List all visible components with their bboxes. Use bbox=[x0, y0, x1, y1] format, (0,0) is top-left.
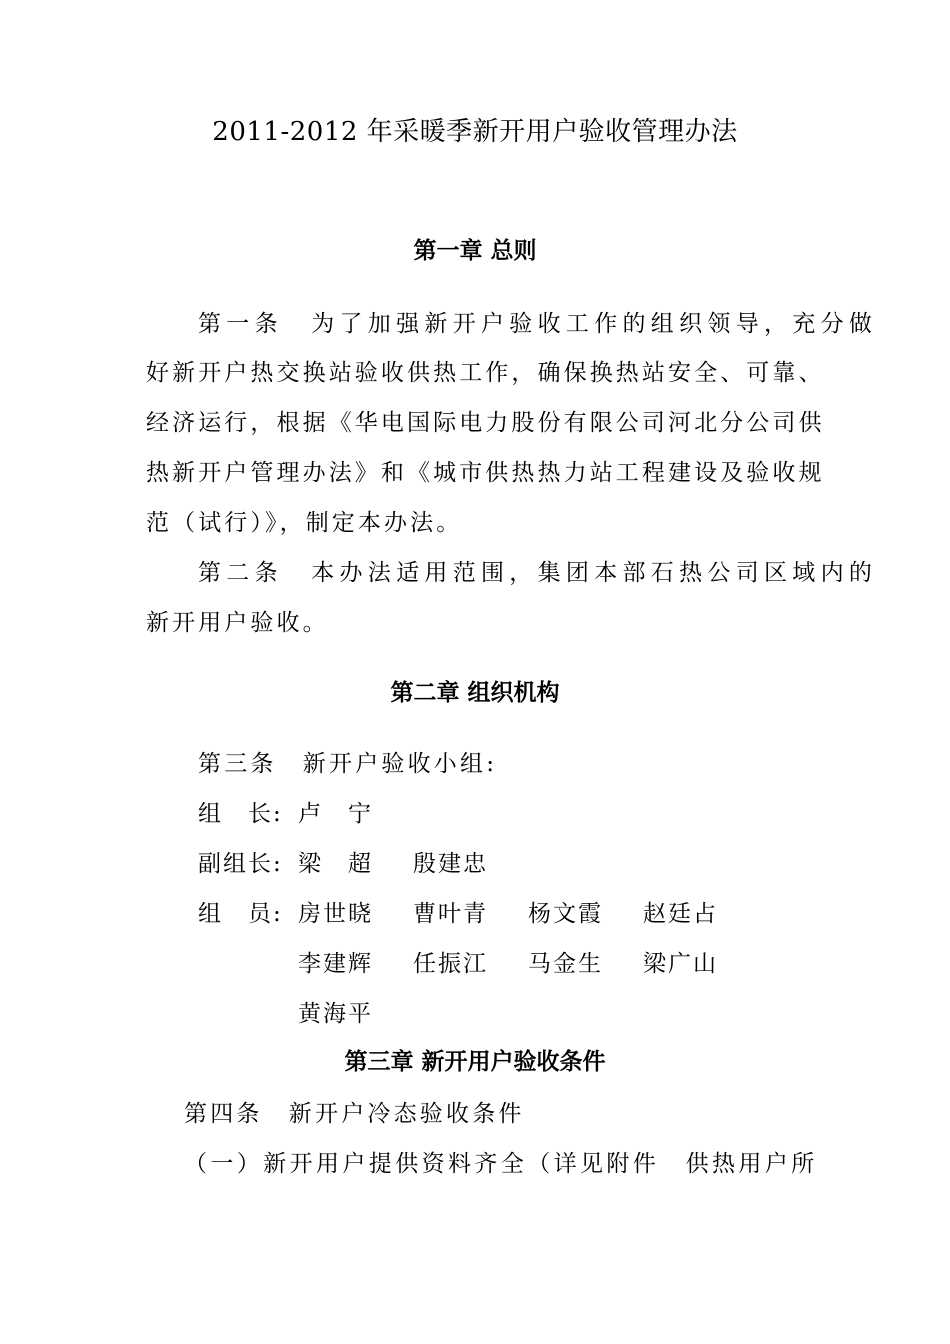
article-1-line-5: 范（试行）》，制定本办法。 bbox=[146, 510, 463, 536]
member-name: 任振江 bbox=[413, 951, 488, 977]
member-name: 杨文霞 bbox=[528, 901, 603, 927]
deputy-name: 梁 超 bbox=[298, 851, 373, 877]
article-1-line-3: 经济运行，根据《华电国际电力股份有限公司河北分公司供 bbox=[146, 410, 825, 436]
member-name: 梁广山 bbox=[643, 951, 718, 977]
document-title: 2011-2012 年采暖季新开用户验收管理办法 bbox=[212, 117, 738, 147]
members-label: 组 员: bbox=[198, 901, 283, 927]
article-2-line-2: 新开用户验收。 bbox=[146, 610, 329, 636]
leader-name: 卢 宁 bbox=[298, 801, 373, 827]
article-2-line-1: 第二条 本办法适用范围，集团本部石热公司区域内的 bbox=[198, 560, 878, 586]
article-4-item-1: （一）新开用户提供资料齐全（详见附件 供热用户所 bbox=[184, 1151, 818, 1177]
member-name: 马金生 bbox=[528, 951, 603, 977]
deputy-label: 副组长: bbox=[198, 851, 283, 877]
article-4-heading: 第四条 新开户冷态验收条件 bbox=[184, 1101, 525, 1127]
member-name: 曹叶青 bbox=[413, 901, 488, 927]
chapter-heading-1: 第一章 总则 bbox=[413, 238, 537, 264]
paragraph-text: 第一条 为了加强新开户验收工作的组织领导，充分做 bbox=[198, 311, 878, 337]
article-1-line-2: 好新开户热交换站验收供热工作，确保换热站安全、可靠、 bbox=[146, 360, 825, 386]
article-1-line-4: 热新开户管理办法》和《城市供热热力站工程建设及验收规 bbox=[146, 460, 825, 486]
chapter-heading-3: 第三章 新开用户验收条件 bbox=[344, 1049, 606, 1075]
leader-label: 组 长: bbox=[198, 801, 283, 827]
deputy-name: 殷建忠 bbox=[413, 851, 488, 877]
member-name: 李建辉 bbox=[298, 951, 373, 977]
article-1-line-1 bbox=[198, 305, 878, 338]
member-name: 房世晓 bbox=[298, 901, 373, 927]
member-name: 赵廷占 bbox=[643, 901, 718, 927]
chapter-heading-2: 第二章 组织机构 bbox=[390, 680, 560, 706]
article-3-heading: 第三条 新开户验收小组: bbox=[198, 751, 498, 777]
member-name: 黄海平 bbox=[298, 1001, 373, 1027]
